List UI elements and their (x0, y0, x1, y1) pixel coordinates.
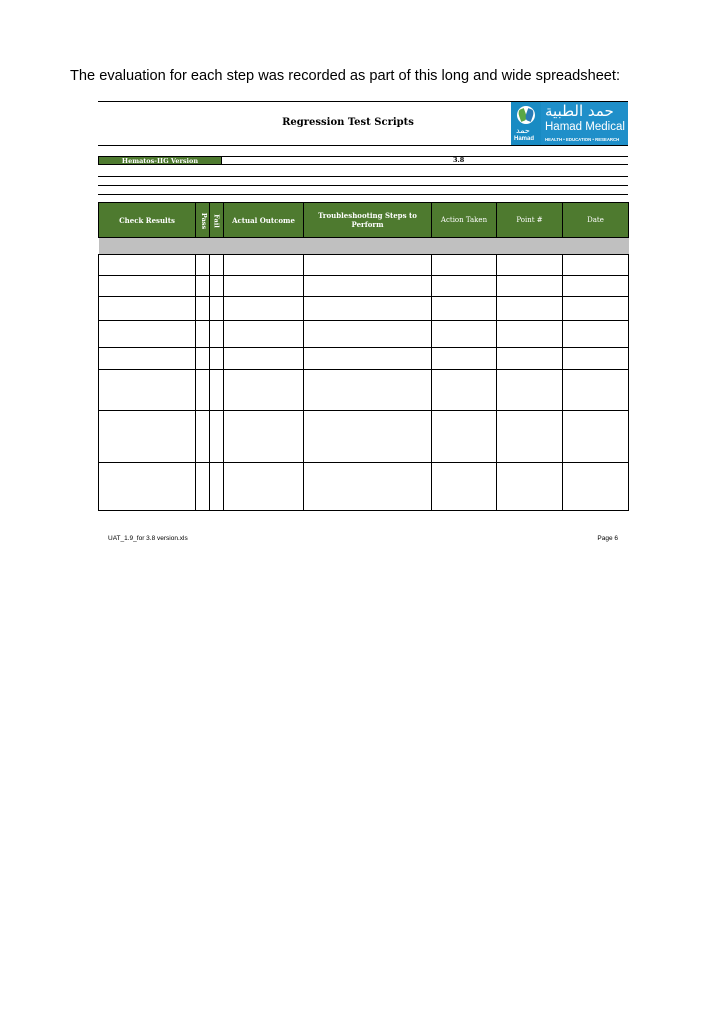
col-header-point: Point # (497, 203, 563, 238)
table-cell (304, 348, 432, 370)
table-cell (304, 255, 432, 276)
table-cell (210, 297, 224, 321)
table-cell (210, 463, 224, 511)
table-cell (563, 463, 629, 511)
table-cell (563, 297, 629, 321)
logo-mark-icon: حمد Hamad (511, 102, 541, 145)
table-cell (497, 321, 563, 348)
col-header-troubleshooting: Troubleshooting Steps to Perform (304, 203, 432, 238)
table-cell (196, 411, 210, 463)
sheet-title: Regression Test Scripts (282, 117, 414, 128)
table-cell (210, 276, 224, 297)
footer-filename: UAT_1.9_for 3.8 version.xls (108, 535, 188, 542)
table-cell (432, 411, 497, 463)
table-cell (224, 370, 304, 411)
table-cell (432, 297, 497, 321)
table-cell (224, 348, 304, 370)
table-cell (497, 276, 563, 297)
table-row (99, 276, 629, 297)
table-cell (432, 255, 497, 276)
table-cell (210, 255, 224, 276)
table-cell (224, 297, 304, 321)
table-cell (210, 411, 224, 463)
table-cell (304, 276, 432, 297)
table-cell (99, 348, 196, 370)
table-cell (224, 321, 304, 348)
intro-text: The evaluation for each step was recorded as part of this long and wide spreadsheet: (70, 68, 621, 84)
table-cell (563, 370, 629, 411)
col-header-action-taken: Action Taken (432, 203, 497, 238)
version-label: Hematos-IIG Version (98, 156, 222, 165)
col-header-actual-outcome: Actual Outcome (224, 203, 304, 238)
table-cell (99, 370, 196, 411)
table-cell (196, 297, 210, 321)
table-row (99, 370, 629, 411)
table-cell (432, 370, 497, 411)
table-cell (196, 321, 210, 348)
table-cell (304, 321, 432, 348)
table-cell (432, 348, 497, 370)
logo-arabic-text: حمد الطبية (545, 102, 614, 120)
table-row (99, 348, 629, 370)
table-cell (224, 411, 304, 463)
table-cell (196, 348, 210, 370)
table-cell (99, 321, 196, 348)
table-cell (224, 255, 304, 276)
col-header-pass: Pass (196, 203, 210, 238)
table-cell (196, 276, 210, 297)
table-cell (99, 276, 196, 297)
table-row (99, 297, 629, 321)
table-cell (196, 255, 210, 276)
table-cell (304, 411, 432, 463)
results-table (98, 202, 629, 511)
table-cell (432, 276, 497, 297)
table-row (99, 463, 629, 511)
col-header-date: Date (563, 203, 629, 238)
table-cell (497, 411, 563, 463)
table-cell (99, 463, 196, 511)
version-value: 3.8 (453, 156, 465, 164)
logo-tagline: HEALTH • EDUCATION • RESEARCH (545, 137, 620, 142)
table-cell (497, 463, 563, 511)
table-cell (497, 370, 563, 411)
logo-english-text: Hamad Medical (545, 121, 625, 133)
table-cell (304, 370, 432, 411)
table-cell (224, 463, 304, 511)
table-row (99, 321, 629, 348)
footer-page-number: Page 6 (597, 535, 618, 542)
table-cell (304, 297, 432, 321)
table-cell (563, 348, 629, 370)
table-cell (563, 276, 629, 297)
rule (98, 194, 628, 195)
table-cell (99, 411, 196, 463)
table-cell (497, 255, 563, 276)
col-header-check-results: Check Results (99, 203, 196, 238)
table-row (99, 255, 629, 276)
rule (98, 185, 628, 186)
table-cell (210, 370, 224, 411)
table-cell (497, 297, 563, 321)
table-row (99, 411, 629, 463)
table-cell (224, 276, 304, 297)
table-cell (304, 463, 432, 511)
table-cell (99, 297, 196, 321)
table-cell (563, 255, 629, 276)
table-cell (563, 411, 629, 463)
rule (98, 145, 628, 146)
table-cell (432, 463, 497, 511)
table-cell (210, 348, 224, 370)
gray-band-row (99, 238, 629, 255)
table-cell (196, 463, 210, 511)
hamad-logo (511, 102, 628, 145)
version-value-cell (222, 156, 628, 165)
table-cell (99, 255, 196, 276)
col-header-fail: Fail (210, 203, 224, 238)
rule (98, 176, 628, 177)
table-cell (196, 370, 210, 411)
table-cell (432, 321, 497, 348)
table-cell (563, 321, 629, 348)
table-cell (497, 348, 563, 370)
table-cell (210, 321, 224, 348)
